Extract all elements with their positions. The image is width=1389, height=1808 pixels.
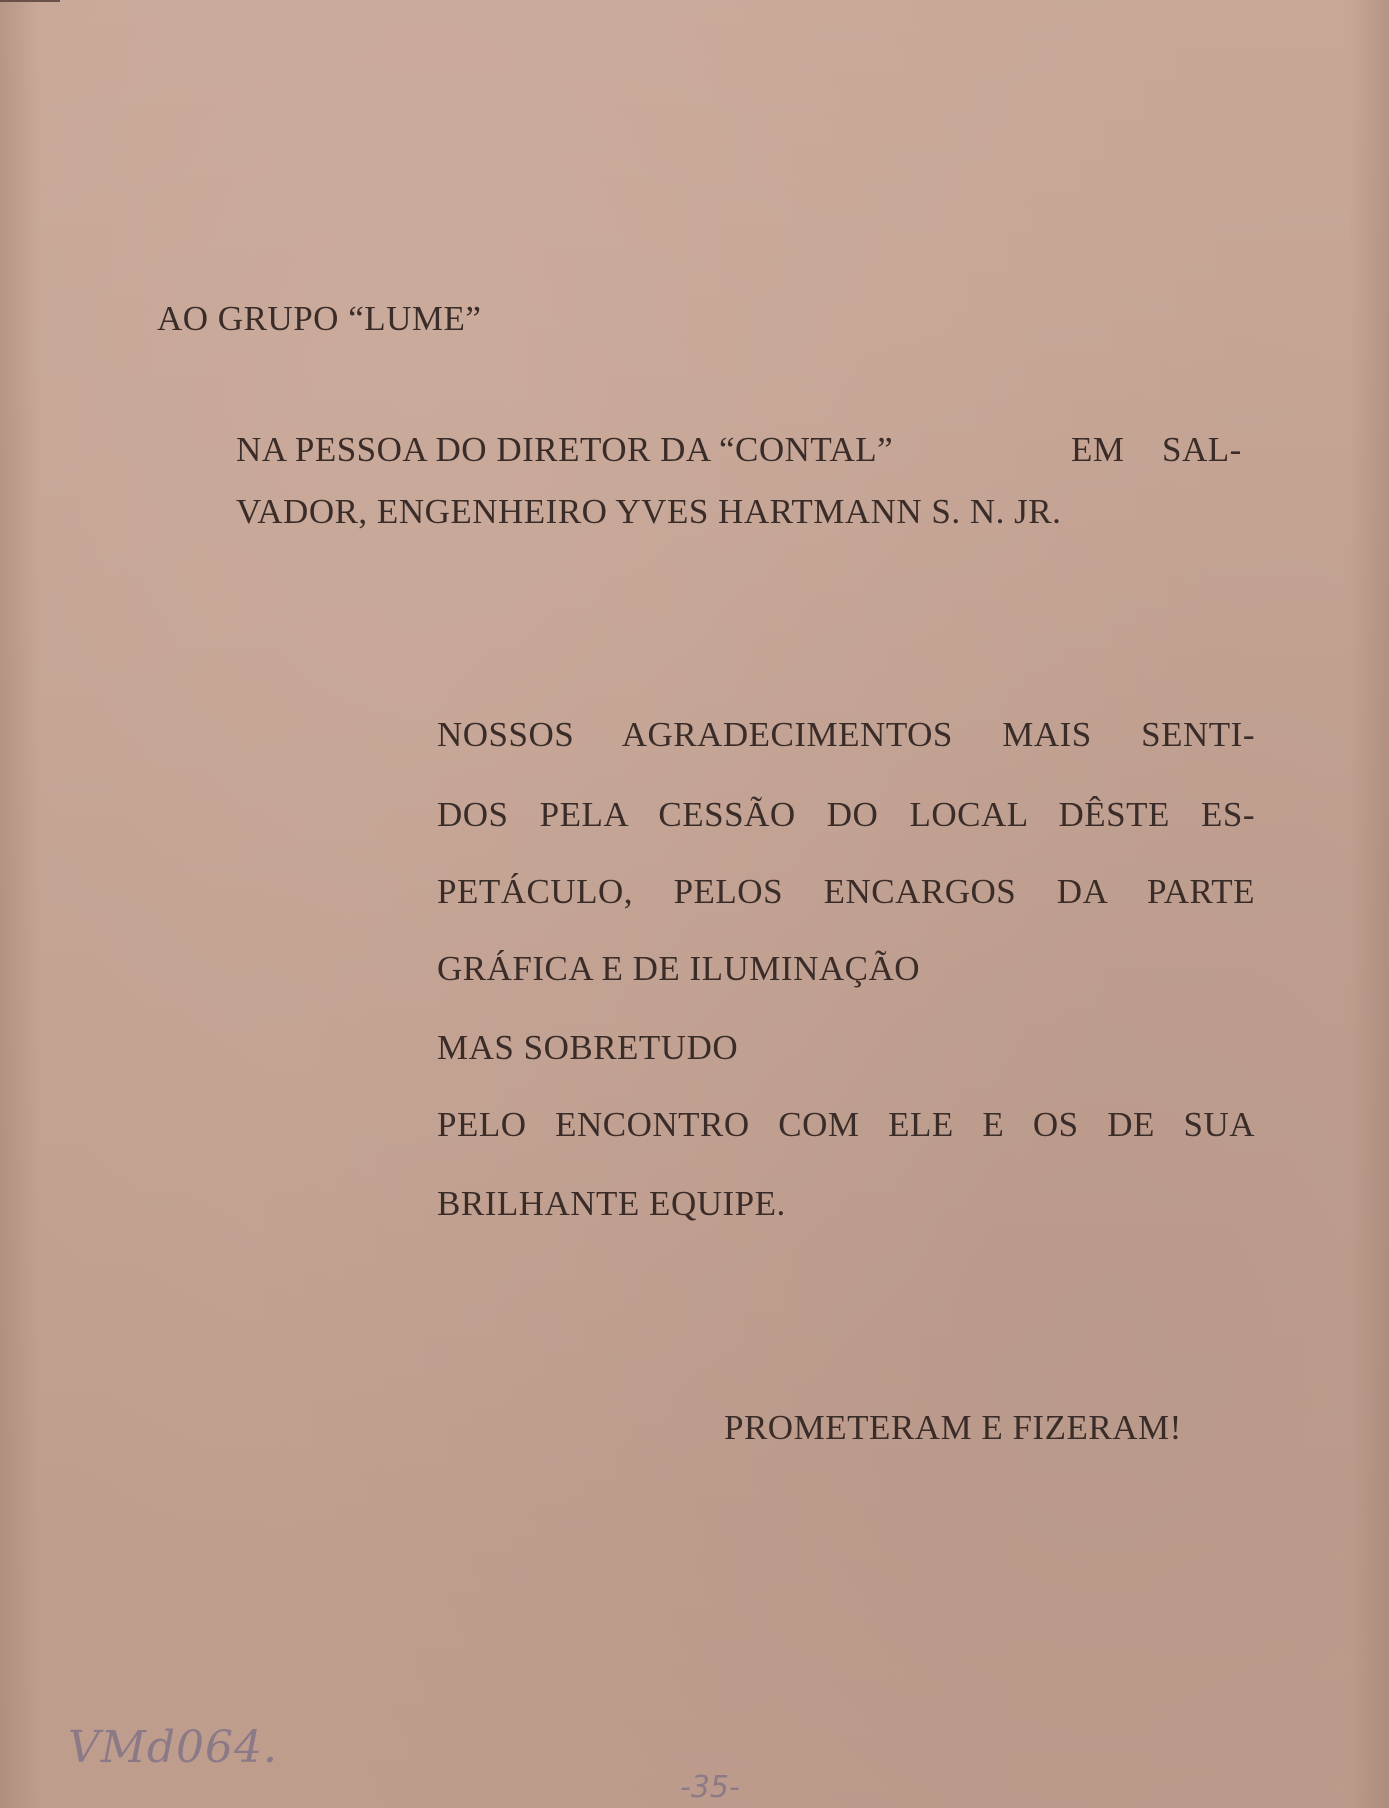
thanks-line-7: BRILHANTE EQUIPE. [437, 1184, 786, 1223]
heading: AO GRUPO “LUME” [157, 299, 482, 338]
dedication-line-1-right: SAL- [1162, 430, 1242, 469]
thanks-line-5: MAS SOBRETUDO [437, 1028, 739, 1067]
thanks-line-3: PETÁCULO, PELOS ENCARGOS DA PARTE [437, 872, 1255, 911]
right-edge-shadow [1349, 0, 1389, 1808]
dedication-line-1-mid: EM [1071, 430, 1125, 469]
dedication-line-1-left: NA PESSOA DO DIRETOR DA “CONTAL” [236, 430, 894, 469]
thanks-line-2: DOS PELA CESSÃO DO LOCAL DÊSTE ES- [437, 795, 1255, 834]
closing-line: PROMETERAM E FIZERAM! [724, 1408, 1182, 1447]
thanks-line-1: NOSSOS AGRADECIMENTOS MAIS SENTI- [437, 715, 1255, 754]
top-edge-mark [0, 0, 60, 2]
thanks-line-4: GRÁFICA E DE ILUMINAÇÃO [437, 949, 921, 988]
page-number: -35- [680, 1770, 740, 1805]
handwritten-catalog-note: VMd064. [68, 1722, 278, 1773]
thanks-line-6: PELO ENCONTRO COM ELE E OS DE SUA [437, 1105, 1255, 1144]
dedication-line-2: VADOR, ENGENHEIRO YVES HARTMANN S. N. JR. [236, 492, 1062, 531]
left-edge-shadow [0, 0, 40, 1808]
